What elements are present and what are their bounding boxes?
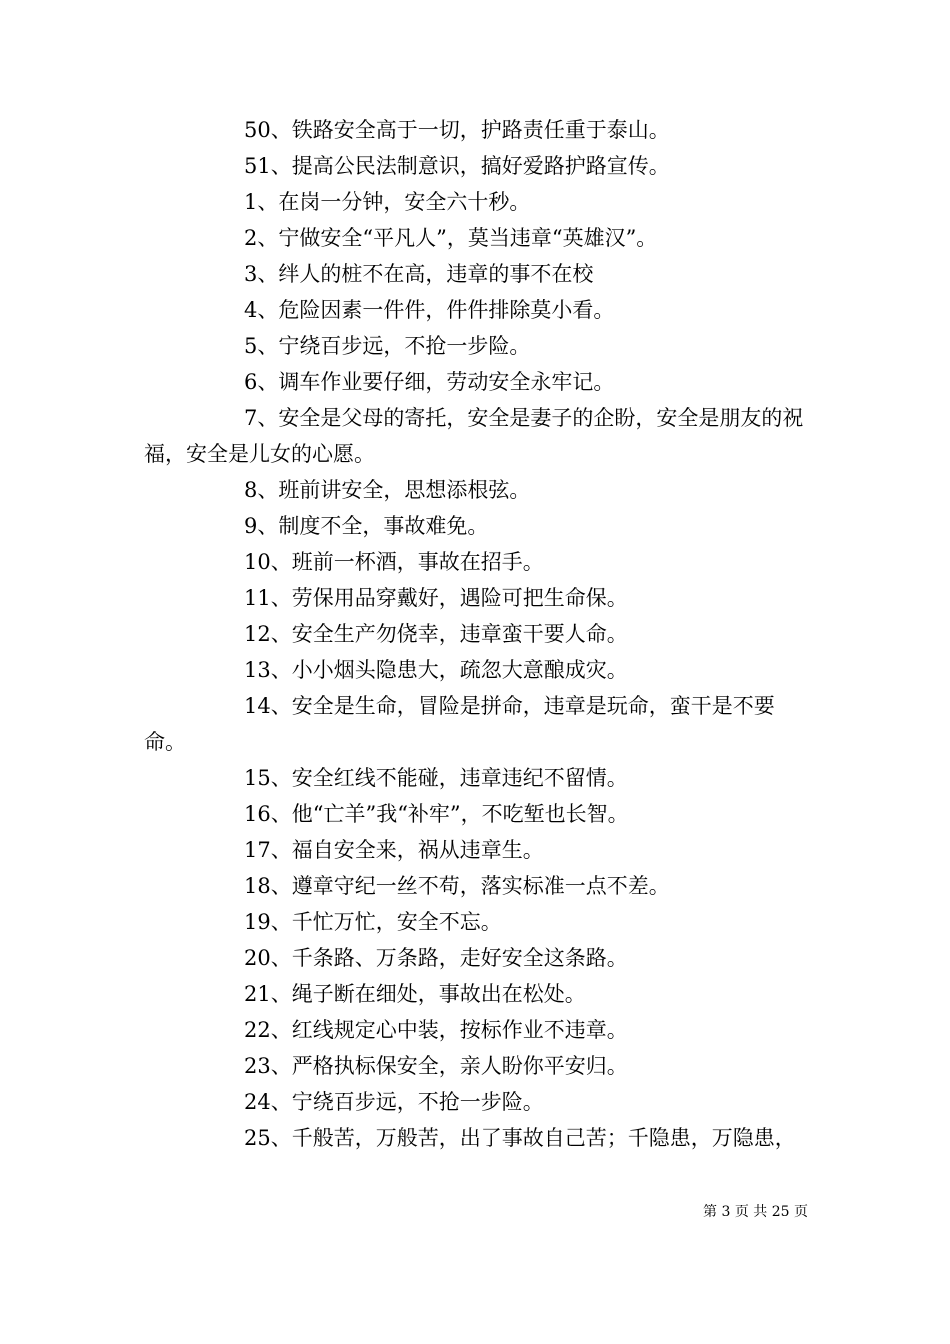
paragraph: 5、宁绕百步远，不抢一步险。 [244, 334, 531, 358]
paragraph: 14、安全是生命，冒险是拼命，违章是玩命，蛮干是不要命。 [144, 694, 775, 754]
page-number: 第 3 页 共 25 页 [703, 1204, 808, 1220]
paragraph: 2、宁做安全“平凡人”，莫当违章“英雄汉”。 [244, 226, 658, 250]
paragraph: 1、在岗一分钟，安全六十秒。 [244, 190, 531, 214]
paragraph: 15、安全红线不能碰，违章违纪不留情。 [244, 766, 628, 790]
paragraph: 17、福自安全来，祸从违章生。 [244, 838, 544, 862]
paragraph: 50、铁路安全高于一切，护路责任重于泰山。 [244, 118, 670, 142]
paragraph: 4、危险因素一件件，件件排除莫小看。 [244, 298, 615, 322]
paragraph: 13、小小烟头隐患大，疏忽大意酿成灾。 [244, 658, 628, 682]
paragraph: 25、千般苦，万般苦，出了事故自己苦；千隐患，万隐患， [244, 1126, 796, 1150]
paragraph: 51、提高公民法制意识，搞好爱路护路宣传。 [244, 154, 670, 178]
paragraph: 23、严格执标保安全，亲人盼你平安归。 [244, 1054, 628, 1078]
paragraph: 20、千条路、万条路，走好安全这条路。 [244, 946, 628, 970]
paragraph: 16、他“亡羊”我“补牢”，不吃堑也长智。 [244, 802, 629, 826]
paragraph: 24、宁绕百步远，不抢一步险。 [244, 1090, 544, 1114]
paragraph: 7、安全是父母的寄托，安全是妻子的企盼，安全是朋友的祝福，安全是儿女的心愿。 [144, 406, 804, 466]
paragraph: 19、千忙万忙，安全不忘。 [244, 910, 502, 934]
document-body [144, 112, 814, 1156]
paragraph: 10、班前一杯酒，事故在招手。 [244, 550, 544, 574]
paragraph: 9、制度不全，事故难免。 [244, 514, 489, 538]
paragraph: 12、安全生产勿侥幸，违章蛮干要人命。 [244, 622, 628, 646]
paragraph: 11、劳保用品穿戴好，遇险可把生命保。 [244, 586, 628, 610]
paragraph: 22、红线规定心中装，按标作业不违章。 [244, 1018, 628, 1042]
paragraph: 8、班前讲安全，思想添根弦。 [244, 478, 531, 502]
paragraph: 3、绊人的桩不在高，违章的事不在校 [244, 262, 594, 286]
paragraph: 18、遵章守纪一丝不苟，落实标准一点不差。 [244, 874, 670, 898]
paragraph: 6、调车作业要仔细，劳动安全永牢记。 [244, 370, 615, 394]
paragraph: 21、绳子断在细处，事故出在松处。 [244, 982, 586, 1006]
